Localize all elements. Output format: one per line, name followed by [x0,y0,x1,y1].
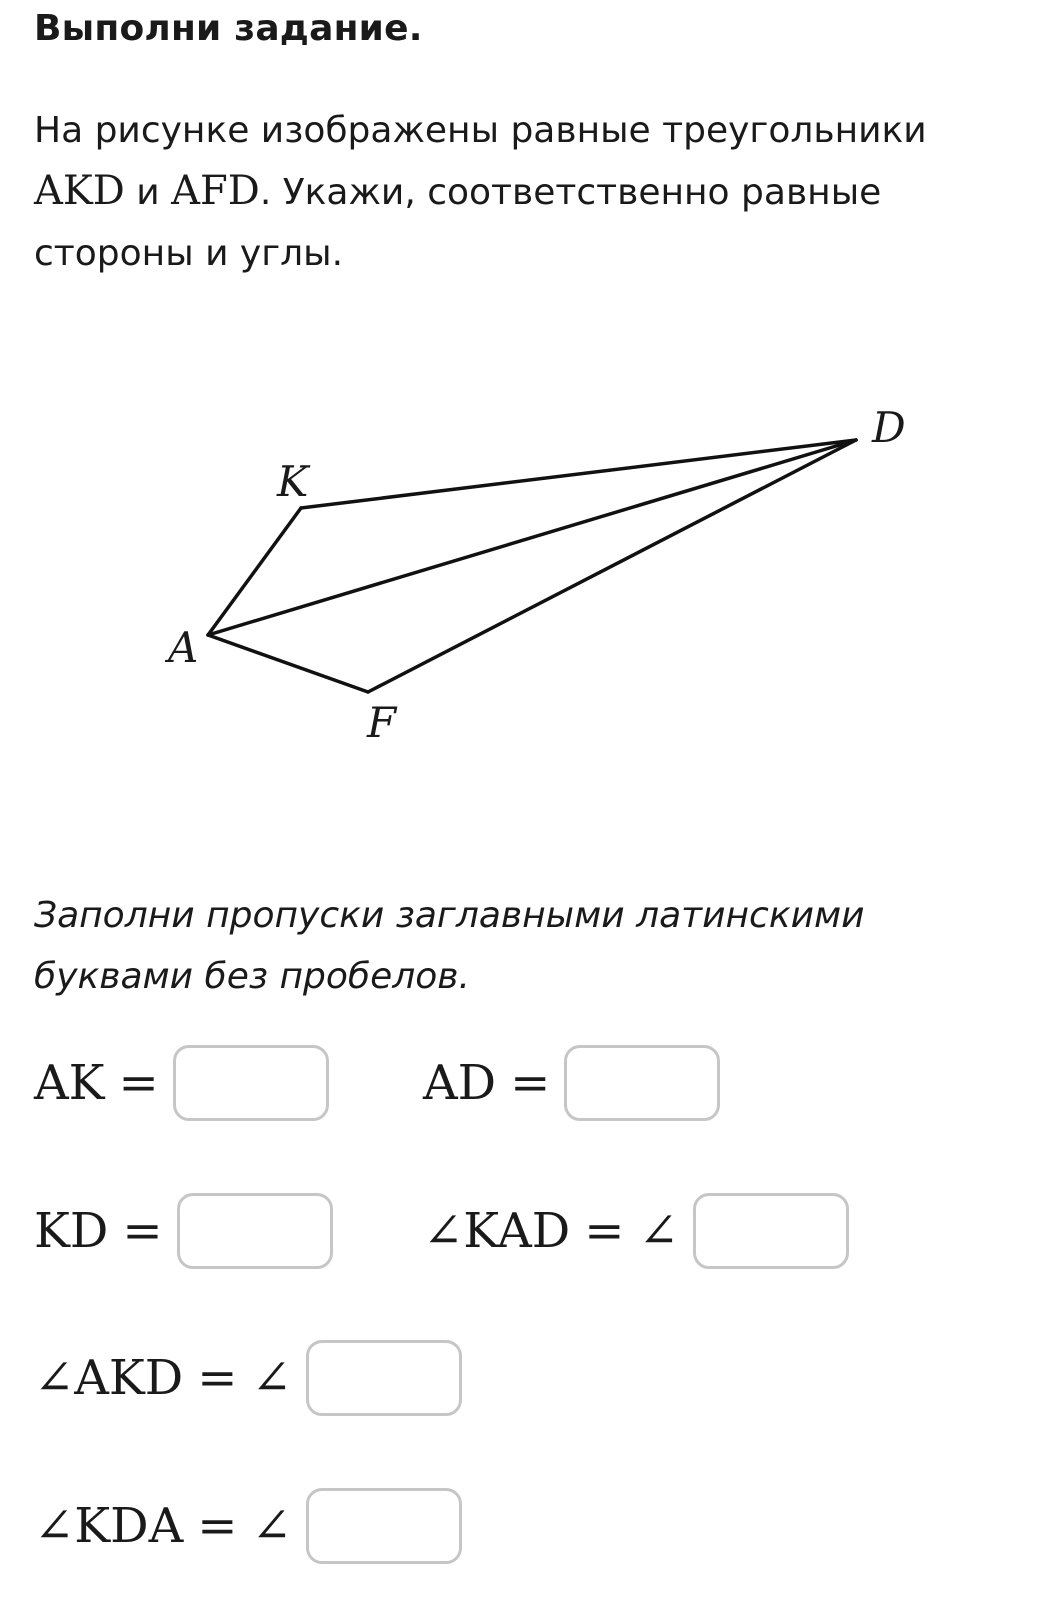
equals-sign: = [122,1203,163,1259]
instruction-text: Заполни пропуски заглавными латинскими буквами без пробелов. [34,895,865,997]
equation-lhs: AK [34,1055,105,1111]
task-title: Выполни задание. [34,8,423,49]
equals-sign: = [197,1350,238,1406]
point-label-A: A [168,623,199,672]
triangle-2-name: AFD [171,168,260,214]
equation-KAD [423,1190,849,1272]
answer-input-AKD[interactable] [306,1340,462,1416]
equation-AKD [34,1337,462,1419]
equation-lhs: ∠KDA [34,1498,184,1554]
angle-sign: ∠ [638,1203,679,1259]
task-statement [34,100,1024,284]
equals-sign: = [197,1498,238,1554]
statement-text-2: и [124,172,172,213]
equation-lhs: KD [34,1203,109,1259]
equation-KDA [34,1485,462,1567]
answer-input-AD[interactable] [564,1045,720,1121]
equation-AK [34,1042,329,1124]
segment-KD [301,440,856,508]
triangles-diagram [0,380,1054,760]
equation-lhs: AD [423,1055,497,1111]
segment-AK [208,508,301,635]
angle-sign: ∠ [251,1350,292,1406]
angle-sign: ∠ [251,1498,292,1554]
point-label-F: F [367,698,397,747]
equation-AD [423,1042,720,1124]
triangles-figure [0,380,1054,760]
statement-text-1: На рисунке изображены равные треугольники [34,110,927,151]
point-label-D: D [872,403,906,452]
statement-text-3: . Укажи, соответственно равные стороны и углы. [34,172,882,274]
point-label-K: K [277,457,309,506]
equals-sign: = [510,1055,551,1111]
equation-lhs: ∠KAD [423,1203,571,1259]
answer-input-KD[interactable] [177,1193,333,1269]
equals-sign: = [584,1203,625,1259]
answer-input-AK[interactable] [173,1045,329,1121]
equals-sign: = [118,1055,159,1111]
triangle-1-name: AKD [34,168,125,214]
answer-input-KDA[interactable] [306,1488,462,1564]
equation-lhs: ∠AKD [34,1350,184,1406]
equation-KD [34,1190,333,1272]
answer-input-KAD[interactable] [693,1193,849,1269]
segment-AF [208,635,368,692]
